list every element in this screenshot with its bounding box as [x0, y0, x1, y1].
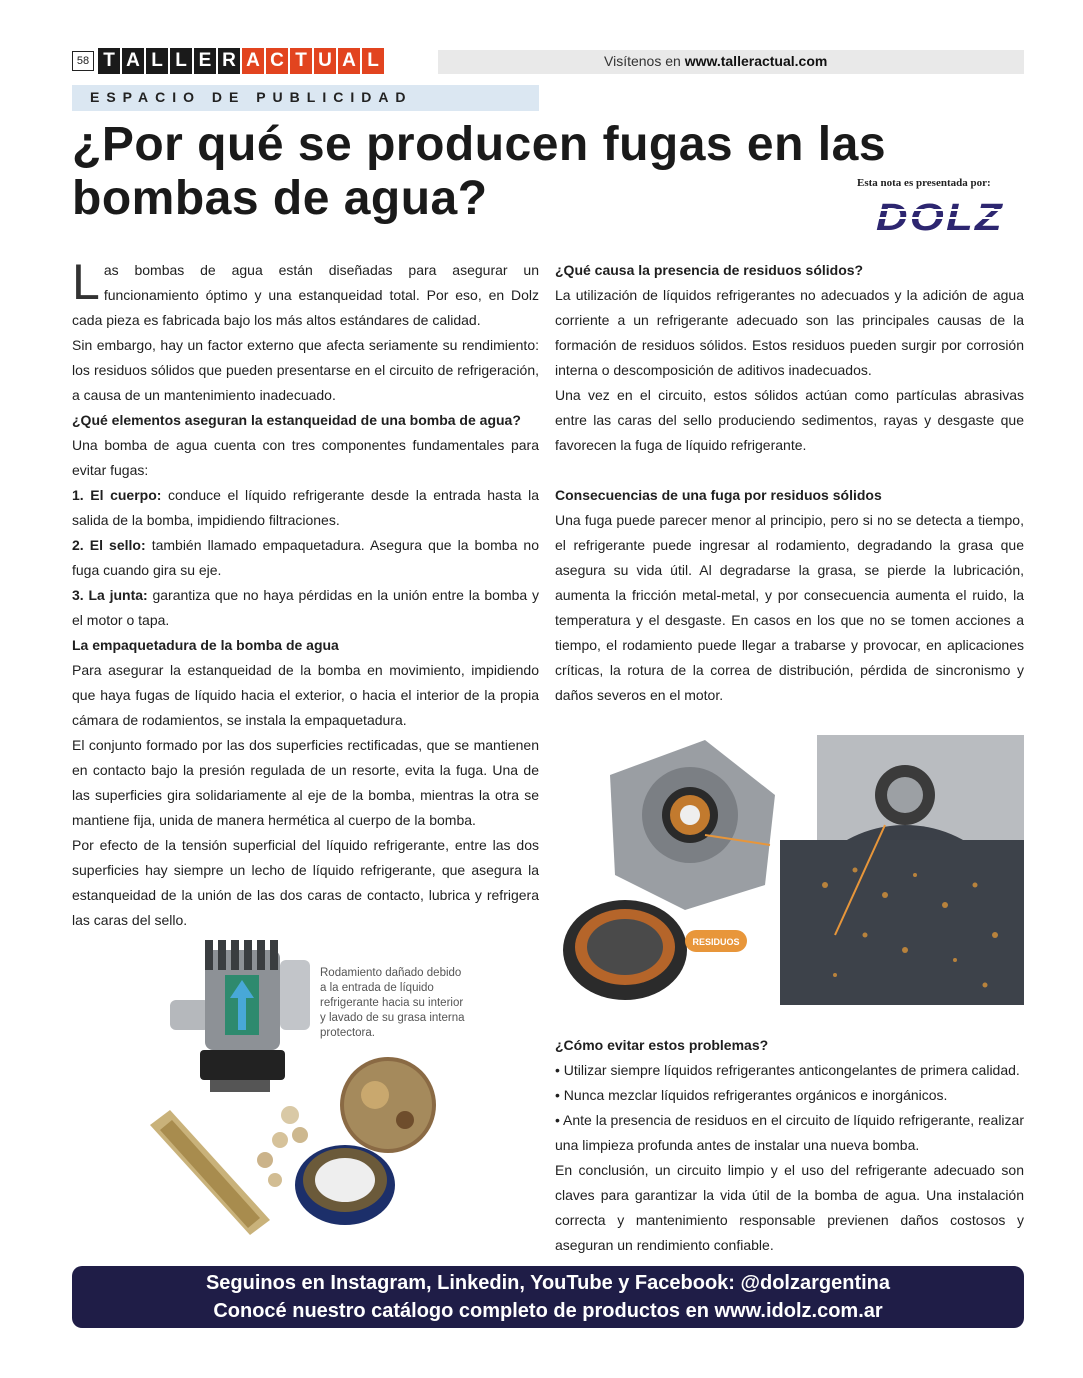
- list-item-text: también llamado empaquetadura. Asegura que la bomba no fuga cuando gira su eje.: [72, 537, 540, 578]
- paragraph: Para asegurar la estanqueidad de la bomba en movimiento, impidiendo que haya fugas de líquido hacia el exterior, o hacia el interior de la propia cámara de rodamientos, se instala la empaquetadura.: [72, 662, 539, 728]
- footer-catalog-line[interactable]: Conocé nuestro catálogo completo de productos en www.idolz.com.ar: [213, 1300, 883, 1322]
- paragraph: La utilización de líquidos refrigerantes no adecuados y la adición de agua corriente a un refrigerante adecuado son las principales causas de la formación de residuos sólidos. Estos residuos pueden surgir por corrosión interna o descomposición de aditivos inadecuados.: [555, 287, 1024, 378]
- footer-social-line[interactable]: Seguinos en Instagram, Linkedin, YouTube y Facebook: @dolzargentina: [205, 1272, 891, 1294]
- paragraph: Sin embargo, hay un factor externo que afecta seriamente su rendimiento: los residuos sólidos que pueden presentarse en el circuito de refrigeración, a causa de un mantenimiento inadecuado.: [72, 337, 539, 403]
- list-item-text: conduce el líquido refrigerante desde la entrada hasta la salida de la bomba, impidiendo filtraciones.: [72, 487, 539, 528]
- logo-letter: A: [242, 48, 264, 74]
- visit-line: [604, 53, 827, 69]
- paragraph: En conclusión, un circuito limpio y el uso del refrigerante adecuado son claves para garantizar la vida útil de la bomba de agua. Una instalación correcta y mantenimiento responsable previenen daños costosos y aseguran un rendimiento confiable.: [555, 1162, 1024, 1253]
- dolz-logo-text: DOLZ: [876, 197, 1004, 236]
- residue-badge: RESIDUOS: [692, 937, 740, 947]
- subheading: ¿Cómo evitar estos problemas?: [555, 1037, 769, 1053]
- pump-bearing-photo: [150, 930, 470, 1248]
- sponsor-label: Esta nota es presentada por:: [857, 177, 991, 189]
- pump-bearing-illustration: [150, 930, 470, 1248]
- logo-letter: A: [338, 48, 360, 74]
- paragraph: Una bomba de agua cuenta con tres componentes fundamentales para evitar fugas:: [72, 437, 539, 478]
- logo-letter: T: [98, 48, 120, 74]
- photo-caption: Rodamiento dañado debido a la entrada de líquido refrigerante hacia su interior y lavado de su grasa interna protectora.: [320, 967, 465, 1039]
- logo-letter: R: [218, 48, 240, 74]
- paragraph: Por efecto de la tensión superficial del líquido refrigerante, entre las dos superficies hay siempre un lecho de líquido refrigerante, que asegura la estanqueidad de la unión de las dos caras de contacto, lubrica y refrigera las caras del sello.: [72, 837, 539, 928]
- subheading: ¿Qué elementos aseguran la estanqueidad de una bomba de agua?: [72, 412, 521, 428]
- list-item: [72, 533, 539, 583]
- list-item: [72, 583, 539, 633]
- logo-letter: L: [362, 48, 384, 74]
- logo-letter: T: [290, 48, 312, 74]
- subheading: ¿Qué causa la presencia de residuos sólidos?: [555, 262, 864, 278]
- article-column-left: [72, 254, 540, 933]
- list-item-label: 3. La junta:: [72, 587, 148, 603]
- paragraph: as bombas de agua están diseñadas para asegurar un funcionamiento óptimo y una estanqueidad total. Por eso, en Dolz cada pieza es fabricada bajo los más altos estándares de calidad.: [72, 262, 539, 328]
- footer-banner: [72, 1266, 1024, 1328]
- bullet-item: • Nunca mezclar líquidos refrigerantes orgánicos e inorgánicos.: [555, 1087, 948, 1103]
- drop-cap: L: [72, 254, 100, 310]
- residue-seal-illustration: [555, 735, 1024, 1005]
- residue-seal-photo: [555, 735, 1024, 1005]
- section-label: ESPACIO DE PUBLICIDAD: [90, 89, 413, 105]
- article-title: ¿Por qué se producen fugas en las bombas de agua?: [72, 118, 887, 225]
- list-item: [72, 483, 539, 533]
- bullet-item: • Ante la presencia de residuos en el circuito de líquido refrigerante, realizar una limpieza profunda antes de instalar una nueva bomba.: [555, 1112, 1024, 1153]
- paragraph: El conjunto formado por las dos superficies rectificadas, que se mantienen en contacto bajo la presión regulada de un resorte, evita la fuga. Una de las superficies gira solidariamente al eje de la bomba, mientras la otra se mantiene fija, unida de manera hermética al cuerpo de la bomba.: [72, 737, 539, 828]
- spacer: [555, 458, 1024, 483]
- article-column-right-top: [555, 258, 1024, 708]
- page-number: 58: [72, 51, 94, 71]
- paragraph: Una fuga puede parecer menor al principio, pero si no se detecta a tiempo, el refrigerante puede ingresar al rodamiento, degradando la grasa que asegura su vida útil. Al degradarse la grasa, se pierde la lubricación, aumenta la fricción metal-metal, y por consecuencia aumenta el ruido, la temperatura y el desgaste. En casos en los que no se tomen acciones a tiempo, el rodamiento puede llegar a trabarse y provocar, en aplicaciones críticas, la rotura de la correa de distribución, pérdida de sincronismo y daños severos en el motor.: [555, 512, 1024, 703]
- website-link[interactable]: www.talleractual.com: [684, 53, 828, 69]
- paragraph: Una vez en el circuito, estos sólidos actúan como partículas abrasivas entre las caras del sello produciendo sedimentos, rayas y desgaste que favorecen la fuga de líquido refrigerante.: [555, 387, 1024, 453]
- logo-letter: L: [170, 48, 192, 74]
- list-item-text: garantiza que no haya pérdidas en la unión entre la bomba y el motor o tapa.: [72, 587, 539, 628]
- article-column-right-bottom: [555, 1033, 1024, 1258]
- dolz-logo: [872, 196, 1008, 236]
- logo-letter: A: [122, 48, 144, 74]
- logo-letter: C: [266, 48, 288, 74]
- list-item-label: 2. El sello:: [72, 537, 146, 553]
- intro-paragraph: [72, 254, 539, 333]
- subheading: La empaquetadura de la bomba de agua: [72, 637, 339, 653]
- logo-letter: L: [146, 48, 168, 74]
- magazine-logo: [98, 48, 384, 74]
- list-item-label: 1. El cuerpo:: [72, 487, 162, 503]
- visit-prefix: Visítenos en: [604, 53, 681, 69]
- logo-letter: U: [314, 48, 336, 74]
- logo-letter: E: [194, 48, 216, 74]
- subheading: Consecuencias de una fuga por residuos sólidos: [555, 487, 882, 503]
- bullet-item: • Utilizar siempre líquidos refrigerantes anticongelantes de primera calidad.: [555, 1062, 1020, 1078]
